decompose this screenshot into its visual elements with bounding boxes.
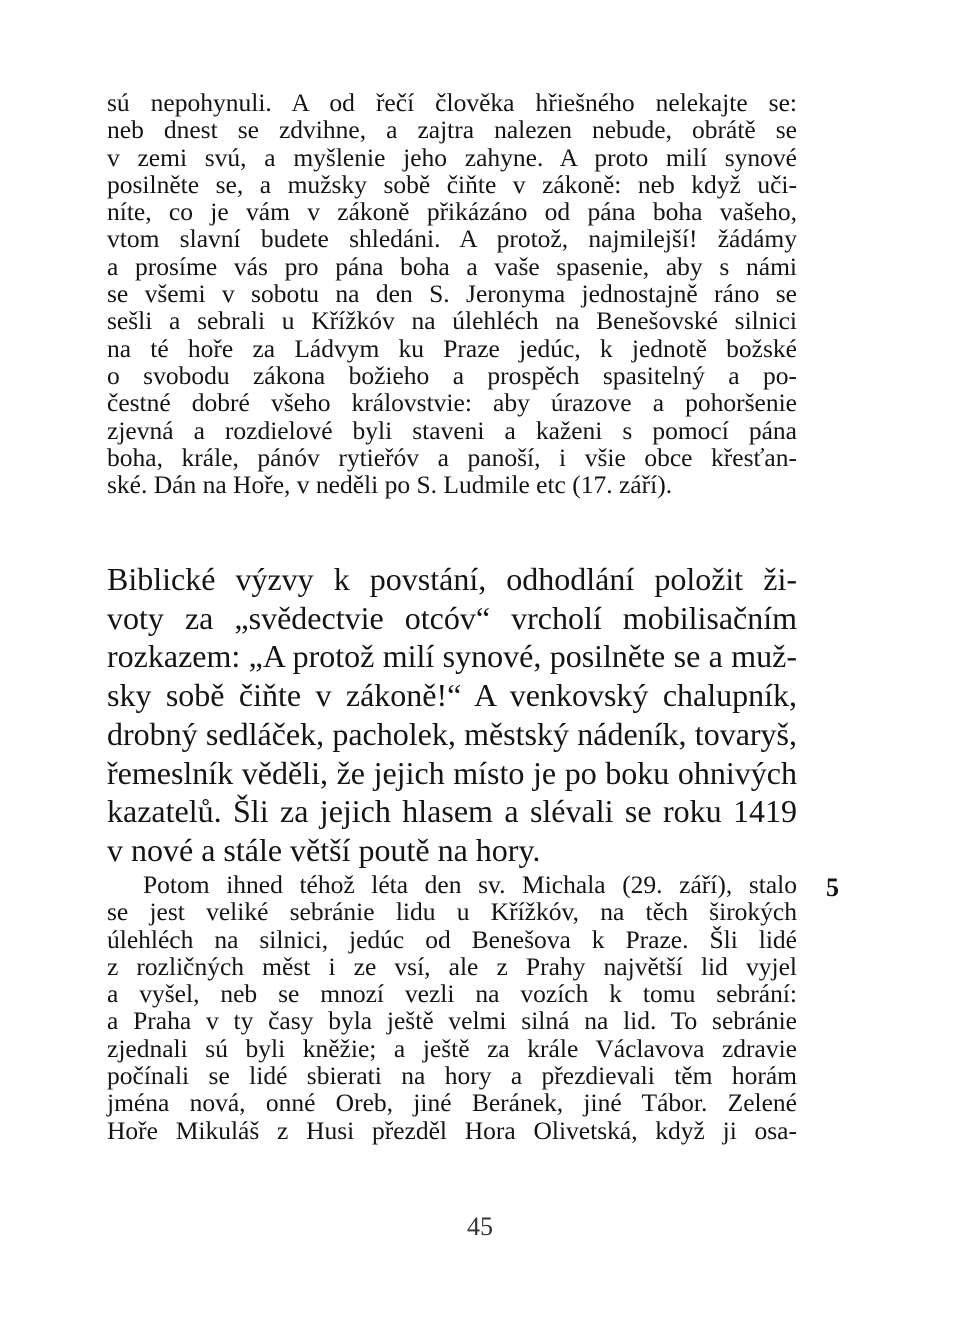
text-line: v nové a stále větší poutě na hory. [107, 831, 541, 868]
text-line: kazatelů. Šli za jejich hlasem a slévali se roku 1419 [107, 793, 797, 830]
text-line: boha, krále, pánóv rytieřóv a panoší, i všie obce křesťan- [107, 442, 797, 472]
text-line: jména nová, onné Oreb, jiné Beránek, jiné Tábor. Zelené [107, 1088, 797, 1118]
text-line: se jest veliké sebránie lidu u Křížkóv, na těch širokých [107, 897, 797, 927]
text-line: sešli a sebrali u Křížkóv na úlehléch na Benešovské silnici [107, 306, 797, 336]
text-line: ské. Dán na Hoře, v neděli po S. Ludmile etc (17. září). [107, 470, 673, 500]
text-line: v zemi svú, a myšlenie jeho zahyne. A proto milí synové [107, 142, 797, 172]
text-line: a prosíme vás pro pána boha a vaše spasenie, aby s námi [107, 251, 797, 281]
text-line: úlehléch na silnici, jedúc od Benešova k Praze. Šli lidé [107, 924, 797, 954]
text-line: Hoře Mikuláš z Husi přezděl Hora Olivetská, když ji osa- [107, 1115, 797, 1145]
text-line: řemeslník věděli, že jejich místo je po boku ohnivých [107, 754, 797, 791]
text-line: čestné dobré všeho královstvie: aby úrazove a pohoršenie [107, 388, 797, 418]
page-number: 45 [467, 1212, 493, 1241]
text-line: vtom slavní budete shledáni. A protož, najmilejší! žádámy [107, 224, 797, 254]
text-line: Potom ihned téhož léta den sv. Michala (29. září), stalo [143, 870, 797, 899]
text-line: z rozličných měst i ze vsí, ale z Prahy najvětší lid vyjel [107, 951, 797, 981]
text-line: počínali se lidé sbierati na hory a přezdievali těm horám [107, 1061, 797, 1091]
text-line: voty za „svědectvie otcóv“ vrcholí mobilisačním [107, 599, 797, 636]
text-line: drobný sedláček, pacholek, městský nádeník, tovaryš, [107, 715, 797, 752]
text-line: zjednali sú byli kněžie; a ještě za krále Václavova zdravie [107, 1033, 797, 1063]
chronicle-excerpt-paragraph [107, 871, 797, 1144]
commentary-paragraph [107, 560, 797, 870]
text-line: o svobodu zákona božieho a prospěch spasitelný a po- [107, 360, 797, 390]
text-line: neb dnest se zdvihne, a zajtra nalezen nebude, obrátě se [107, 115, 797, 145]
text-line: níte, co je vám v zákoně přikázáno od pána boha vašeho, [107, 197, 797, 227]
text-line: na té hoře za Ládvym ku Praze jedúc, k jednotě božské [107, 333, 797, 363]
text-line: sú nepohynuli. A od řečí člověka hřiešného nelekajte se: [107, 88, 797, 117]
quoted-letter-paragraph [107, 89, 797, 498]
text-line: zjevná a rozdielové byli staveni a kaženi s pomocí pána [107, 415, 797, 445]
text-line: se všemi v sobotu na den S. Jeronyma jednostajně ráno se [107, 279, 797, 309]
margin-line-number: 5 [826, 873, 839, 902]
text-line: a Praha v ty časy byla ještě velmi silná na lid. To sebránie [107, 1006, 797, 1036]
text-line: Biblické výzvy k povstání, odhodlání položit ži- [107, 561, 797, 597]
text-line: posilněte se, a mužsky sobě čiňte v zákoně: neb když uči- [107, 169, 797, 199]
text-line: rozkazem: „A protož milí synové, posilněte se a muž- [107, 638, 797, 675]
text-line: sky sobě čiňte v zákoně!“ A venkovský chalupník, [107, 677, 797, 714]
text-line: a vyšel, neb se mnozí vezli na vozích k tomu sebrání: [107, 979, 797, 1009]
